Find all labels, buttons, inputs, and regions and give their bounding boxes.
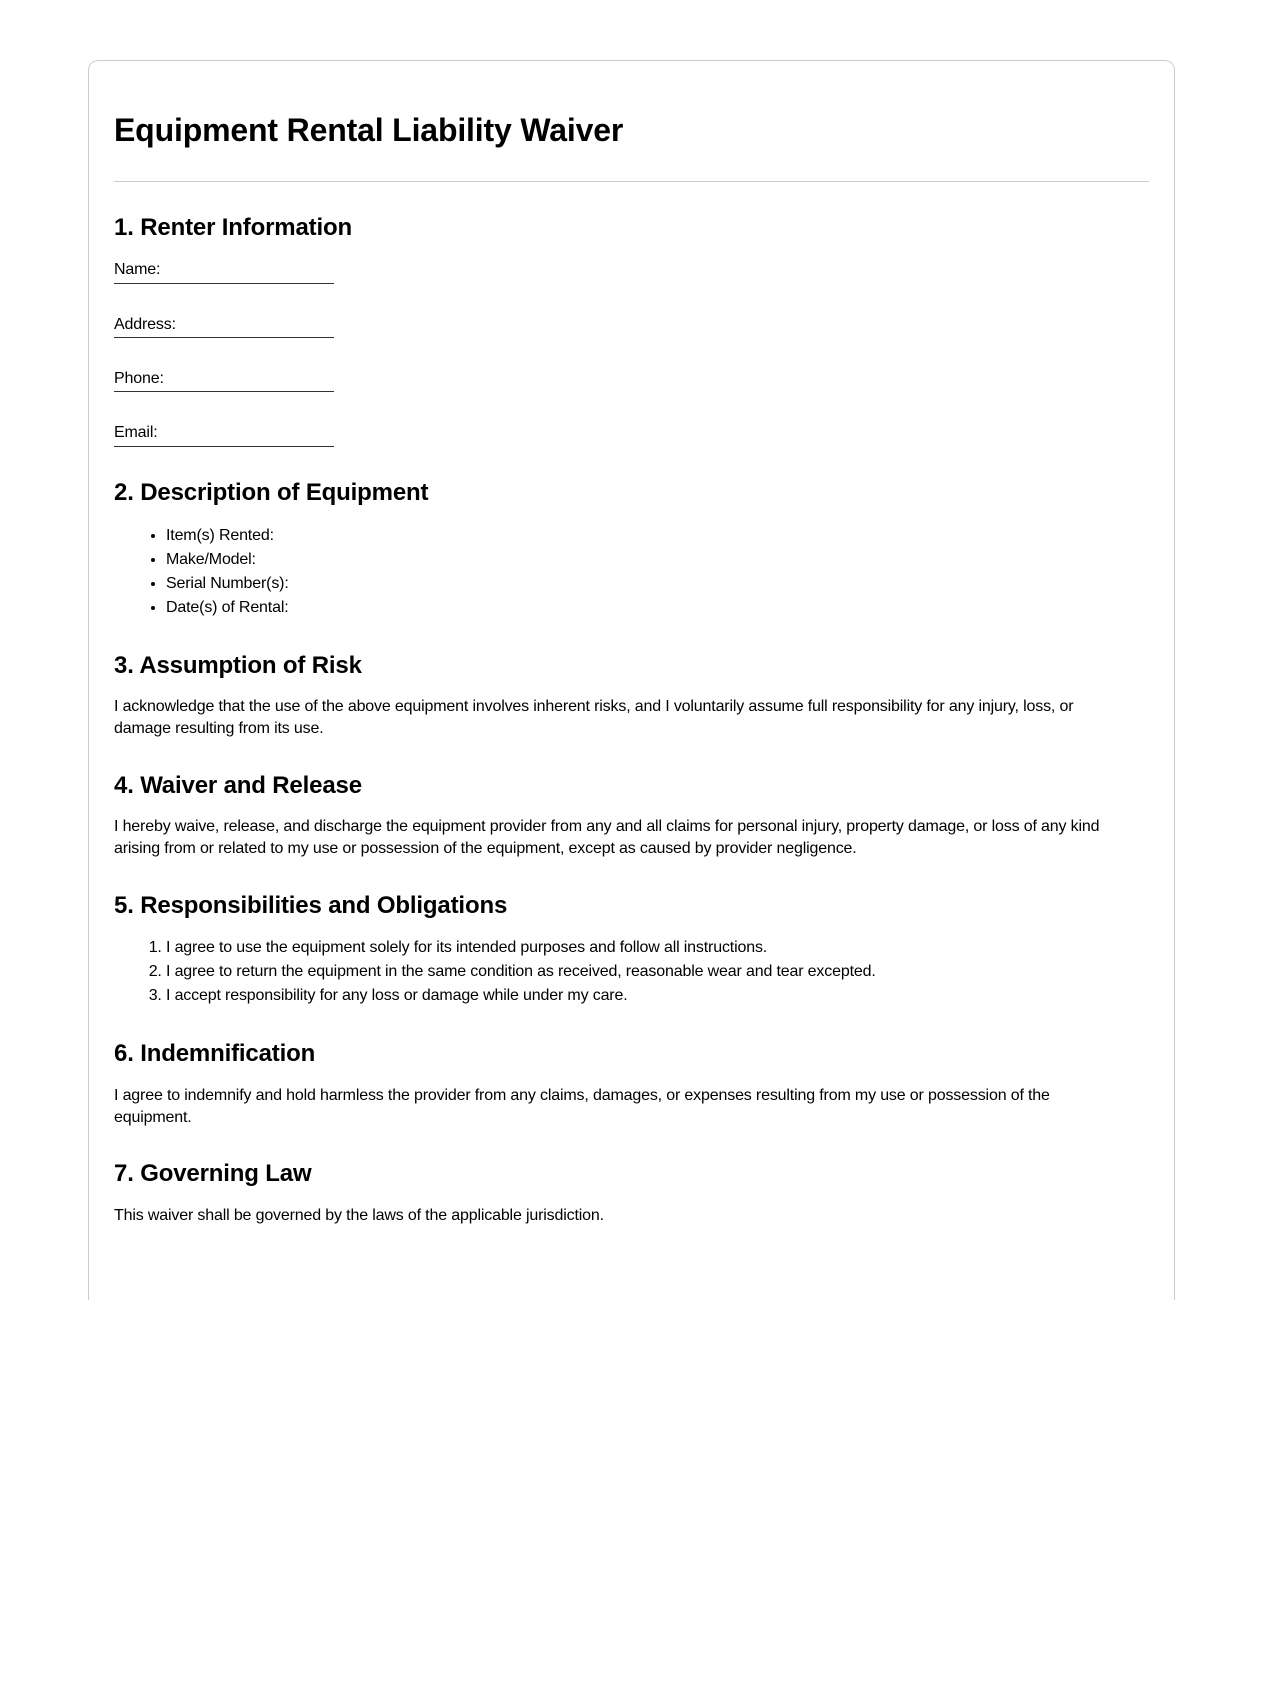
section-responsibilities: [114, 892, 1149, 1009]
field-row-address: [114, 314, 1149, 338]
section-equipment-description: [114, 479, 1149, 620]
paragraph-line: arising from or related to my use or possession of the equipment, except as caused by provider negligence.: [114, 839, 857, 857]
equipment-bullet-list: [114, 524, 1149, 620]
list-item: 2. I agree to return the equipment in the same condition as received, reasonable wear and tear excepted.: [166, 960, 1149, 984]
paragraph-line: I agree to indemnify and hold harmless the provider from any claims, damages, or expenses resulting from my use or possession of the: [114, 1087, 1050, 1105]
section-assumption-of-risk: [114, 652, 1149, 740]
paragraph-line: I hereby waive, release, and discharge the equipment provider from any and all claims for personal injury, property damage, or loss of any kind: [114, 818, 1100, 836]
section-renter-information: [114, 214, 1149, 446]
field-label: Email:: [114, 424, 158, 442]
field-row-phone: [114, 368, 1149, 392]
title-divider: [114, 181, 1149, 182]
list-item: 3. I accept responsibility for any loss or damage while under my care.: [166, 984, 1149, 1008]
paragraph: [114, 696, 1149, 739]
field-row-name: [114, 259, 1149, 283]
section-heading: 1. Renter Information: [114, 214, 352, 242]
document-page: [88, 60, 1175, 1300]
list-item: • Item(s) Rented:: [166, 524, 1149, 548]
section-heading: 3. Assumption of Risk: [114, 651, 362, 679]
paragraph: [114, 1205, 1149, 1227]
list-item: 1. I agree to use the equipment solely for its intended purposes and follow all instructions.: [166, 936, 1149, 960]
list-item: • Make/Model:: [166, 548, 1149, 572]
section-waiver-and-release: [114, 772, 1149, 860]
section-heading: 7. Governing Law: [114, 1160, 312, 1188]
email-fill-line: [114, 446, 334, 447]
paragraph: [114, 816, 1149, 859]
section-heading: 2. Description of Equipment: [114, 478, 429, 506]
section-heading: 5. Responsibilities and Obligations: [114, 891, 508, 919]
responsibilities-numbered-list: [114, 936, 1149, 1008]
list-item: • Serial Number(s):: [166, 572, 1149, 596]
section-heading: 6. Indemnification: [114, 1040, 316, 1068]
section-governing-law: [114, 1160, 1149, 1226]
paragraph-line: This waiver shall be governed by the laws of the applicable jurisdiction.: [114, 1207, 604, 1225]
paragraph-line: equipment.: [114, 1108, 192, 1126]
address-fill-line: [114, 337, 334, 338]
paragraph: [114, 1085, 1149, 1128]
field-label: Address:: [114, 315, 176, 333]
field-label: Phone:: [114, 369, 164, 387]
name-fill-line: [114, 283, 334, 284]
document-title: Equipment Rental Liability Waiver: [114, 112, 624, 148]
field-row-email: [114, 422, 1149, 446]
list-item: • Date(s) of Rental:: [166, 596, 1149, 620]
paragraph-line: I acknowledge that the use of the above equipment involves inherent risks, and I voluntarily assume full responsibility for any injury, loss, or: [114, 698, 1074, 716]
paragraph-line: damage resulting from its use.: [114, 719, 324, 737]
section-indemnification: [114, 1040, 1149, 1128]
field-label: Name:: [114, 261, 161, 279]
section-heading: 4. Waiver and Release: [114, 771, 362, 799]
phone-fill-line: [114, 391, 334, 392]
